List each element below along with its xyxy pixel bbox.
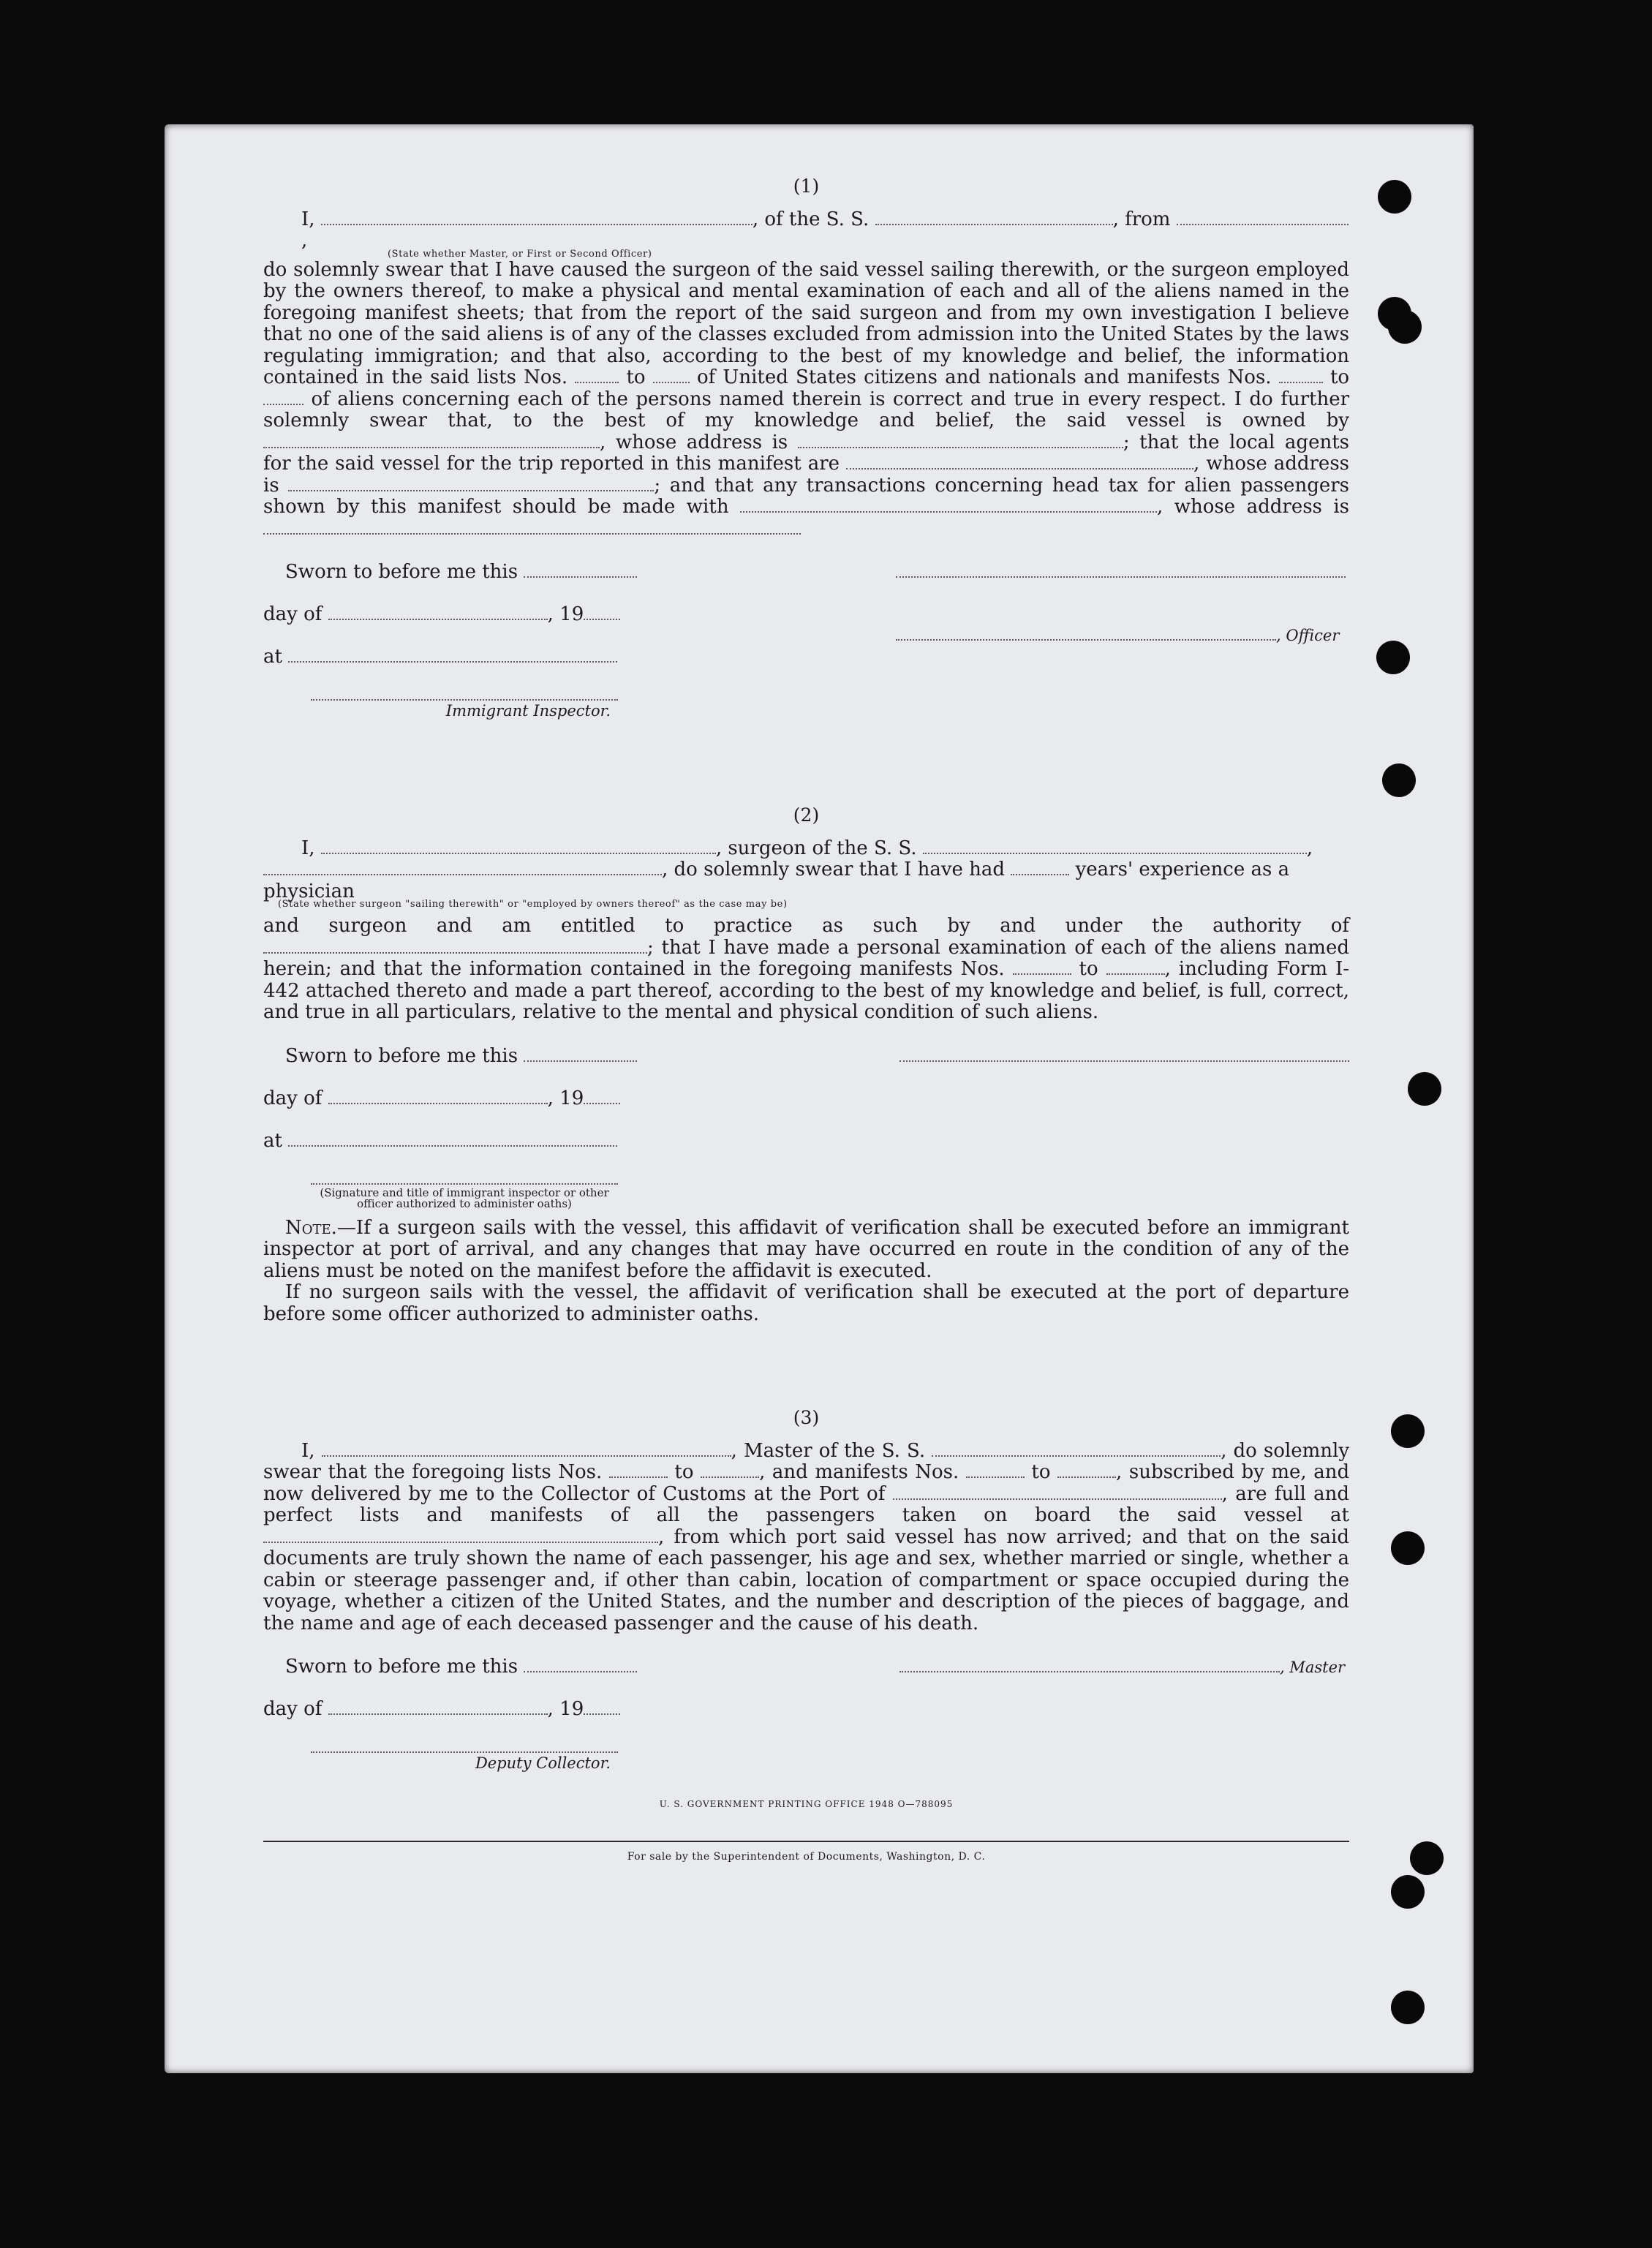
sworn-day-blank[interactable] (524, 1047, 637, 1062)
text: I, (301, 837, 315, 859)
signature-caption: (Signature and title of immigrant inspector or other officer authorized to administer oaths) (320, 1185, 609, 1210)
printing-office-line: U. S. GOVERNMENT PRINTING OFFICE 1948 O—788095 (659, 1799, 954, 1809)
section-3 (263, 1407, 1349, 1788)
text: of aliens concerning each of the persons named therein is correct and true in every respect. I do further solemnly swear that, to the best of my knowledge and belief, the said vessel is owned by (263, 388, 1350, 431)
punch-hole (1408, 1072, 1441, 1106)
text: to (1031, 1461, 1051, 1483)
text: and surgeon and am entitled to practice as such by and under the authority of (263, 915, 1349, 937)
manifest-no-to-blank[interactable] (1057, 1463, 1116, 1478)
vessel-name-blank[interactable] (923, 840, 1307, 854)
text: —If a surgeon sails with the vessel, this affidavit of verification shall be executed before an immigrant inspector at port of arrival, and any changes that may have occurred en route in the condition of any of the aliens must be noted on the manifest before the affidavit is executed. (263, 1216, 1349, 1282)
text: , from (1112, 208, 1171, 230)
vessel-name-blank[interactable] (932, 1442, 1221, 1457)
text: that the local agents for the said vessel for the trip reported in this manifest are (263, 431, 1349, 475)
at-row (263, 646, 617, 668)
place-blank[interactable] (288, 1132, 617, 1147)
text: to (674, 1461, 694, 1483)
section-number: (3) (793, 1407, 820, 1428)
surgeon-signature (899, 1046, 1349, 1068)
section-number: (1) (793, 176, 820, 197)
master-caption: , Master (1280, 1659, 1346, 1676)
surgeon-status-blank[interactable] (263, 861, 662, 875)
text: day of (263, 1698, 323, 1720)
punch-hole (1391, 1414, 1425, 1448)
note-label: Note. (285, 1216, 337, 1239)
text: , are full and perfect lists and manifests of all the passengers taken on board the said vessel at (263, 1482, 1350, 1526)
text: at (263, 646, 282, 668)
vessel-name-blank[interactable] (875, 211, 1113, 225)
text: , do solemnly (1221, 1439, 1350, 1462)
sale-notice: For sale by the Superintendent of Documents, Washington, D. C. (627, 1850, 986, 1863)
officer-signature-blank[interactable] (896, 626, 1276, 641)
manifest-no-from-blank[interactable] (966, 1463, 1025, 1478)
master-signature-blank[interactable] (899, 1658, 1280, 1672)
year-blank[interactable] (584, 1090, 620, 1104)
signature-block-1 (263, 562, 1349, 744)
officer-title-blank[interactable] (321, 211, 753, 225)
text: , 19 (547, 1698, 584, 1720)
month-blank[interactable] (328, 1700, 548, 1715)
officer-hint: (State whether Master, or First or Second Officer) (388, 248, 652, 260)
section-number: (2) (793, 804, 820, 826)
surgeon-line-1: I, , surgeon of the S. S. , (301, 837, 1313, 859)
local-agents-blank[interactable] (846, 455, 1193, 469)
text: , 19 (547, 603, 584, 625)
owner-address-blank[interactable] (798, 434, 1123, 448)
text: , of the S. S. (752, 208, 870, 230)
head-tax-address-blank[interactable] (263, 520, 801, 535)
embark-port-blank[interactable] (263, 1528, 658, 1543)
officer-signature-top (896, 562, 1346, 584)
year-blank[interactable] (584, 606, 620, 620)
sworn-row (285, 1656, 637, 1678)
master-body (263, 1441, 1349, 1635)
form-content (263, 176, 1349, 1868)
signature-block-2 (263, 1046, 1349, 1218)
text: , subscribed by me, and now delivered by me to the Collector of Customs at the Port of (263, 1461, 1350, 1505)
text: to (1079, 958, 1098, 980)
text: day of (263, 603, 323, 625)
sworn-row (285, 1046, 637, 1068)
day-of-row (263, 1699, 620, 1721)
text: I, (301, 1439, 315, 1462)
collector-caption: Deputy Collector. (475, 1754, 611, 1772)
day-of-row (263, 604, 620, 626)
surgeon-body: and surgeon and am entitled to practice as such by and under the authority of ; that I have made a personal examination of each of the aliens named herein; and that the information contained in the foregoing manifests Nos. to , including Form I-442 attached thereto and made a part thereof, according to the best of my knowledge and belief, is full, correct, and true in all particulars, relative to the mental and physical condition of such aliens. (263, 915, 1350, 1023)
note-1 (263, 1218, 1349, 1283)
surgeon-line-2 (263, 859, 1349, 902)
punch-hole (1391, 1875, 1425, 1909)
month-blank[interactable] (328, 606, 548, 620)
list-no-from-blank[interactable] (609, 1463, 668, 1478)
sworn-row (285, 562, 637, 584)
text: , and manifests Nos. (759, 1461, 959, 1483)
head-tax-blank[interactable] (740, 498, 1157, 513)
text: of United States citizens and nationals and manifests Nos. (696, 366, 1272, 388)
month-blank[interactable] (328, 1090, 548, 1104)
signature-block-3 (263, 1656, 1349, 1788)
officer-name-blank[interactable] (896, 563, 1346, 578)
collector-signature-blank[interactable] (311, 1738, 618, 1753)
punch-hole (1410, 1841, 1444, 1875)
manifest-no-from-blank[interactable] (1013, 960, 1071, 975)
punch-hole (1382, 763, 1416, 797)
text: , surgeon of the S. S. (715, 837, 917, 859)
list-no-to-blank[interactable] (701, 1463, 759, 1478)
note-2: If no surgeon sails with the vessel, the affidavit of verification shall be executed at the port of departure before some officer authorized to administer oaths. (263, 1281, 1349, 1325)
inspector-signature-blank[interactable] (311, 686, 618, 701)
text: , whose address is (600, 431, 788, 453)
text: , do solemnly swear that I have had (662, 859, 1006, 880)
officer-signature (896, 625, 1339, 647)
punch-hole (1378, 180, 1411, 214)
collector-signature (311, 1738, 625, 1775)
sworn-day-blank[interactable] (524, 563, 637, 578)
text: whose address is (263, 453, 1350, 497)
punch-hole (1391, 1531, 1425, 1565)
inspector-signature (311, 1170, 625, 1210)
inspector-signature-blank[interactable] (311, 1170, 618, 1185)
text: , 19 (547, 1087, 584, 1109)
years-blank[interactable] (1011, 861, 1069, 875)
punch-hole (1376, 641, 1410, 674)
list-no-from-blank[interactable] (575, 369, 619, 383)
text: to (1329, 366, 1350, 388)
manifest-no-from-blank[interactable] (1279, 369, 1323, 383)
port-from-blank[interactable] (1177, 211, 1349, 225)
port-blank[interactable] (893, 1485, 1222, 1500)
text: Sworn to before me this (285, 1044, 518, 1067)
text: at (263, 1129, 282, 1152)
owner-blank[interactable] (263, 434, 600, 448)
oath-line-1: I, , of the S. S. , from , (263, 209, 1349, 252)
text: Sworn to before me this (285, 1656, 518, 1678)
officer-caption: , Officer (1276, 627, 1340, 644)
text: Sworn to before me this (285, 561, 518, 583)
at-row (263, 1131, 617, 1153)
text: swear that the foregoing lists Nos. (263, 1461, 603, 1483)
authority-blank[interactable] (263, 939, 647, 954)
text: I, (301, 208, 315, 230)
manifest-no-to-blank[interactable] (263, 391, 303, 405)
agents-address-blank[interactable] (288, 477, 654, 491)
text: , Master of the S. S. (731, 1439, 926, 1462)
place-blank[interactable] (288, 648, 617, 663)
inspector-caption: Immigrant Inspector. (445, 702, 611, 720)
surgeon-name-blank[interactable] (321, 840, 716, 854)
text: , including Form I-442 attached thereto and made a part thereof, according to the best of my knowledge and belief, is full, correct, and true in all particulars, relative to the mental and physical condition of such aliens. (263, 958, 1350, 1023)
text: ; and that any transactions concerning head tax for alien passengers shown by this manifest should be made with (263, 474, 1349, 518)
oath-body-1: do solemnly swear that I have caused the surgeon of the said vessel sailing therewith, or the surgeon employed by the owners thereof, to make a physical and mental examination of each and all of the aliens named in the foregoing manifest sheets; that from the report of the said surgeon and from my own investigation I believe that no one of the said aliens is of any of the classes excluded from admission into the United States by the laws regulating immigration; and that also, according to the best of my knowledge and belief, the information contained in the said lists Nos. to of United States citizens and nationals and manifests Nos. to of aliens concerning each of the persons named therein is correct and true in every respect. I do further solemnly swear that, to the best of my knowledge and belief, the said vessel is owned by , whose address is ; that the local agents for the said vessel for the trip reported in this manifest are , whose address is ; and that any transactions concerning head tax for alien passengers shown by this manifest should be made with , whose address is (263, 260, 1349, 540)
punch-hole (1391, 1991, 1425, 2024)
section-1 (263, 176, 1349, 744)
year-blank[interactable] (584, 1700, 620, 1715)
punch-hole (1388, 310, 1422, 344)
day-of-row (263, 1088, 620, 1110)
text: that I have made a personal examination of each of the aliens named herein; and that the information contained in the foregoing manifests Nos. (263, 936, 1349, 980)
surgeon-hint: (State whether surgeon "sailing therewith" or "employed by owners thereof" as the case may be) (278, 899, 788, 910)
master-signature (899, 1656, 1345, 1679)
master-name-blank[interactable] (322, 1442, 731, 1457)
section-2 (263, 804, 1349, 1325)
inspector-signature (311, 686, 625, 723)
footer-rule (263, 1841, 1349, 1842)
text: to (626, 366, 646, 388)
list-no-to-blank[interactable] (653, 369, 690, 383)
text: years' experience as a physician (263, 859, 1290, 902)
text: do solemnly swear that I have caused the surgeon of the said vessel sailing therewith, or the surgeon employed by the owners thereof, to make a physical and mental examination of each and all of the aliens named in the foregoing manifest sheets; that from the report of the said surgeon and from my own investigation I believe that no one of the said aliens is of any of the classes excluded from admission into the United States by the laws regulating immigration; and that also, according to the best of my knowledge and belief, the information contained in the said lists Nos. (263, 258, 1349, 388)
surgeon-signature-blank[interactable] (899, 1047, 1349, 1062)
text: day of (263, 1087, 323, 1109)
manifest-no-to-blank[interactable] (1106, 960, 1165, 975)
sworn-day-blank[interactable] (524, 1658, 637, 1672)
text: , from which port said vessel has now arrived; and that on the said documents are truly shown the name of each passenger, his age and sex, whether married or single, whether a cabin or steerage passenger and, if other than cabin, location of compartment or space occupied during the voyage, whether a citizen of the United States, and the number and description of the pieces of baggage, and the name and age of each deceased passenger and the cause of his death. (263, 1525, 1349, 1634)
text: , whose address is (1157, 496, 1350, 518)
